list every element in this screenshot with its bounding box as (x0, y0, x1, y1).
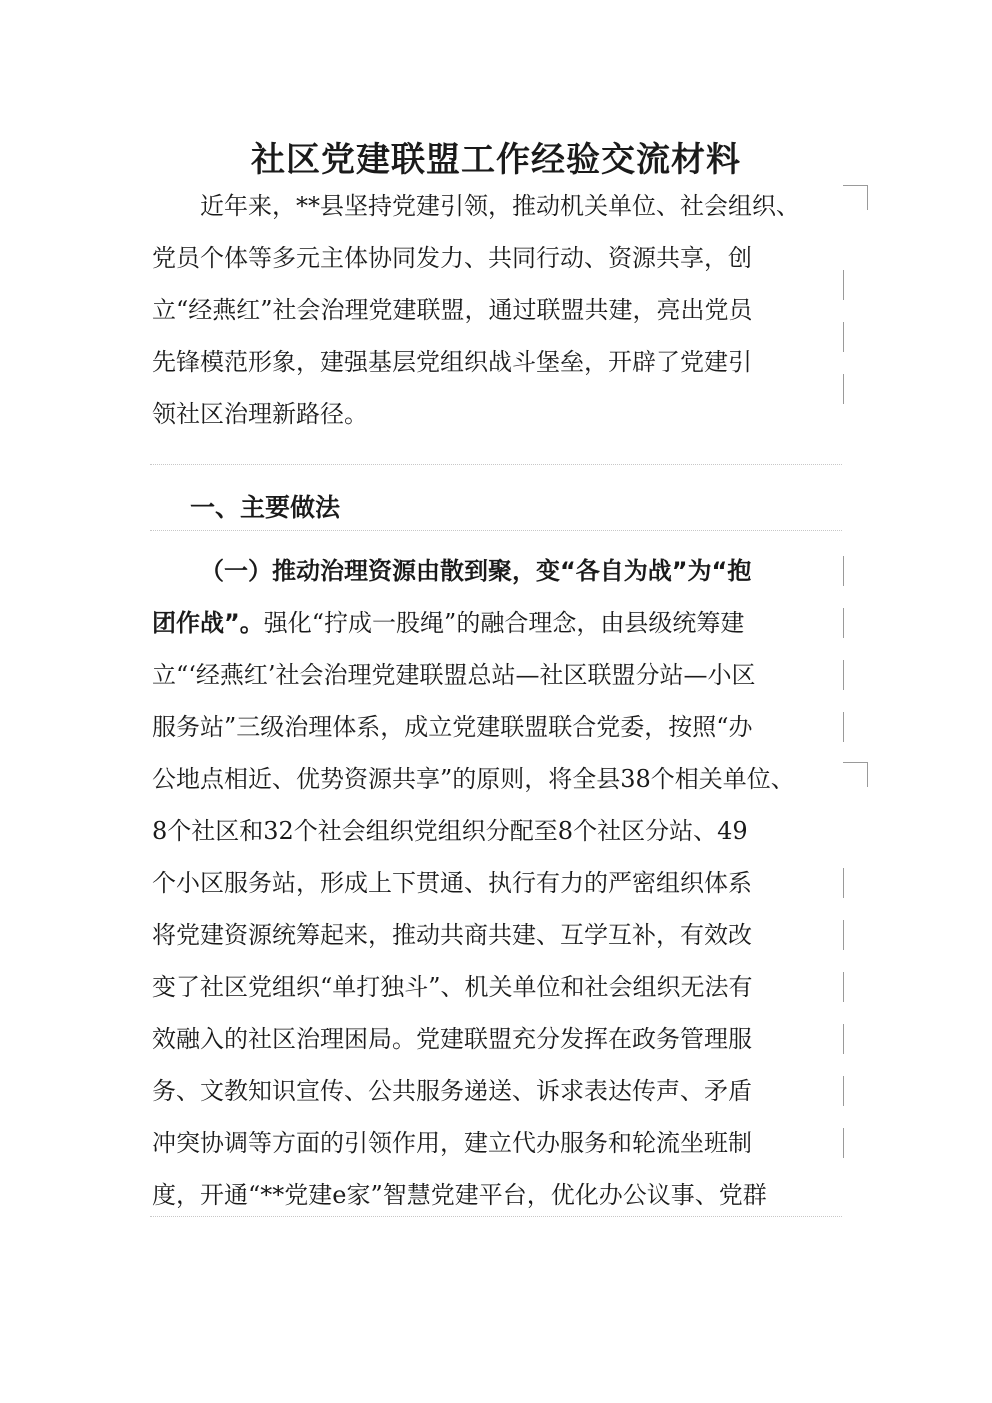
margin-mark (843, 1076, 844, 1106)
body-line: 立“‘经燕红’社会治理党建联盟总站—社区联盟分站—小区 (152, 661, 756, 689)
document-title: 社区党建联盟工作经验交流材料 (251, 140, 741, 180)
margin-corner-mark (843, 762, 868, 787)
intro-line: 党员个体等多元主体协同发力、共同行动、资源共享，创 (152, 244, 752, 272)
body-line: 度，开通“**党建e家”智慧党建平台，优化办公议事、党群 (152, 1181, 767, 1209)
margin-mark (843, 608, 844, 638)
intro-line: 近年来，**县坚持党建引领，推动机关单位、社会组织、 (200, 192, 800, 220)
margin-mark (843, 712, 844, 742)
body-line: 8个社区和32个社会组织党组织分配至8个社区分站、49 (152, 817, 748, 845)
paragraph-divider (150, 464, 842, 465)
body-line (152, 597, 852, 649)
margin-mark (843, 270, 844, 300)
body-paragraph (152, 545, 852, 1221)
paragraph-divider (150, 530, 842, 531)
subheading-end: 团作战”。 (152, 609, 264, 637)
section-heading: 一、主要做法 (190, 493, 341, 522)
margin-corner-mark (843, 185, 868, 210)
subheading-line: （一）推动治理资源由散到聚，变“各自为战”为“抱 (200, 557, 752, 585)
body-line: 个小区服务站，形成上下贯通、执行有力的严密组织体系 (152, 869, 752, 897)
margin-mark (843, 660, 844, 690)
margin-mark (843, 972, 844, 1002)
body-line: 服务站”三级治理体系，成立党建联盟联合党委，按照“办 (152, 713, 753, 741)
margin-mark (843, 374, 844, 404)
body-line: 效融入的社区治理困局。党建联盟充分发挥在政务管理服 (152, 1025, 752, 1053)
body-line: 冲突协调等方面的引领作用，建立代办服务和轮流坐班制 (152, 1129, 752, 1157)
intro-line: 立“经燕红”社会治理党建联盟，通过联盟共建，亮出党员 (152, 296, 753, 324)
margin-mark (843, 920, 844, 950)
margin-mark (843, 868, 844, 898)
margin-mark (843, 1024, 844, 1054)
intro-line: 先锋模范形象，建强基层党组织战斗堡垒，开辟了党建引 (152, 348, 752, 376)
margin-mark (843, 556, 844, 586)
margin-mark (843, 322, 844, 352)
body-text: 强化“拧成一股绳”的融合理念，由县级统筹建 (263, 609, 745, 637)
body-line: 务、文教知识宣传、公共服务递送、诉求表达传声、矛盾 (152, 1077, 752, 1105)
body-line: 公地点相近、优势资源共享”的原则，将全县38个相关单位、 (152, 765, 795, 793)
page-bottom-divider (150, 1216, 842, 1217)
body-line: 将党建资源统筹起来，推动共商共建、互学互补，有效改 (152, 921, 752, 949)
body-line: 变了社区党组织“单打独斗”、机关单位和社会组织无法有 (152, 973, 753, 1001)
intro-line: 领社区治理新路径。 (152, 400, 368, 428)
margin-mark (843, 1128, 844, 1158)
intro-paragraph (152, 180, 852, 440)
